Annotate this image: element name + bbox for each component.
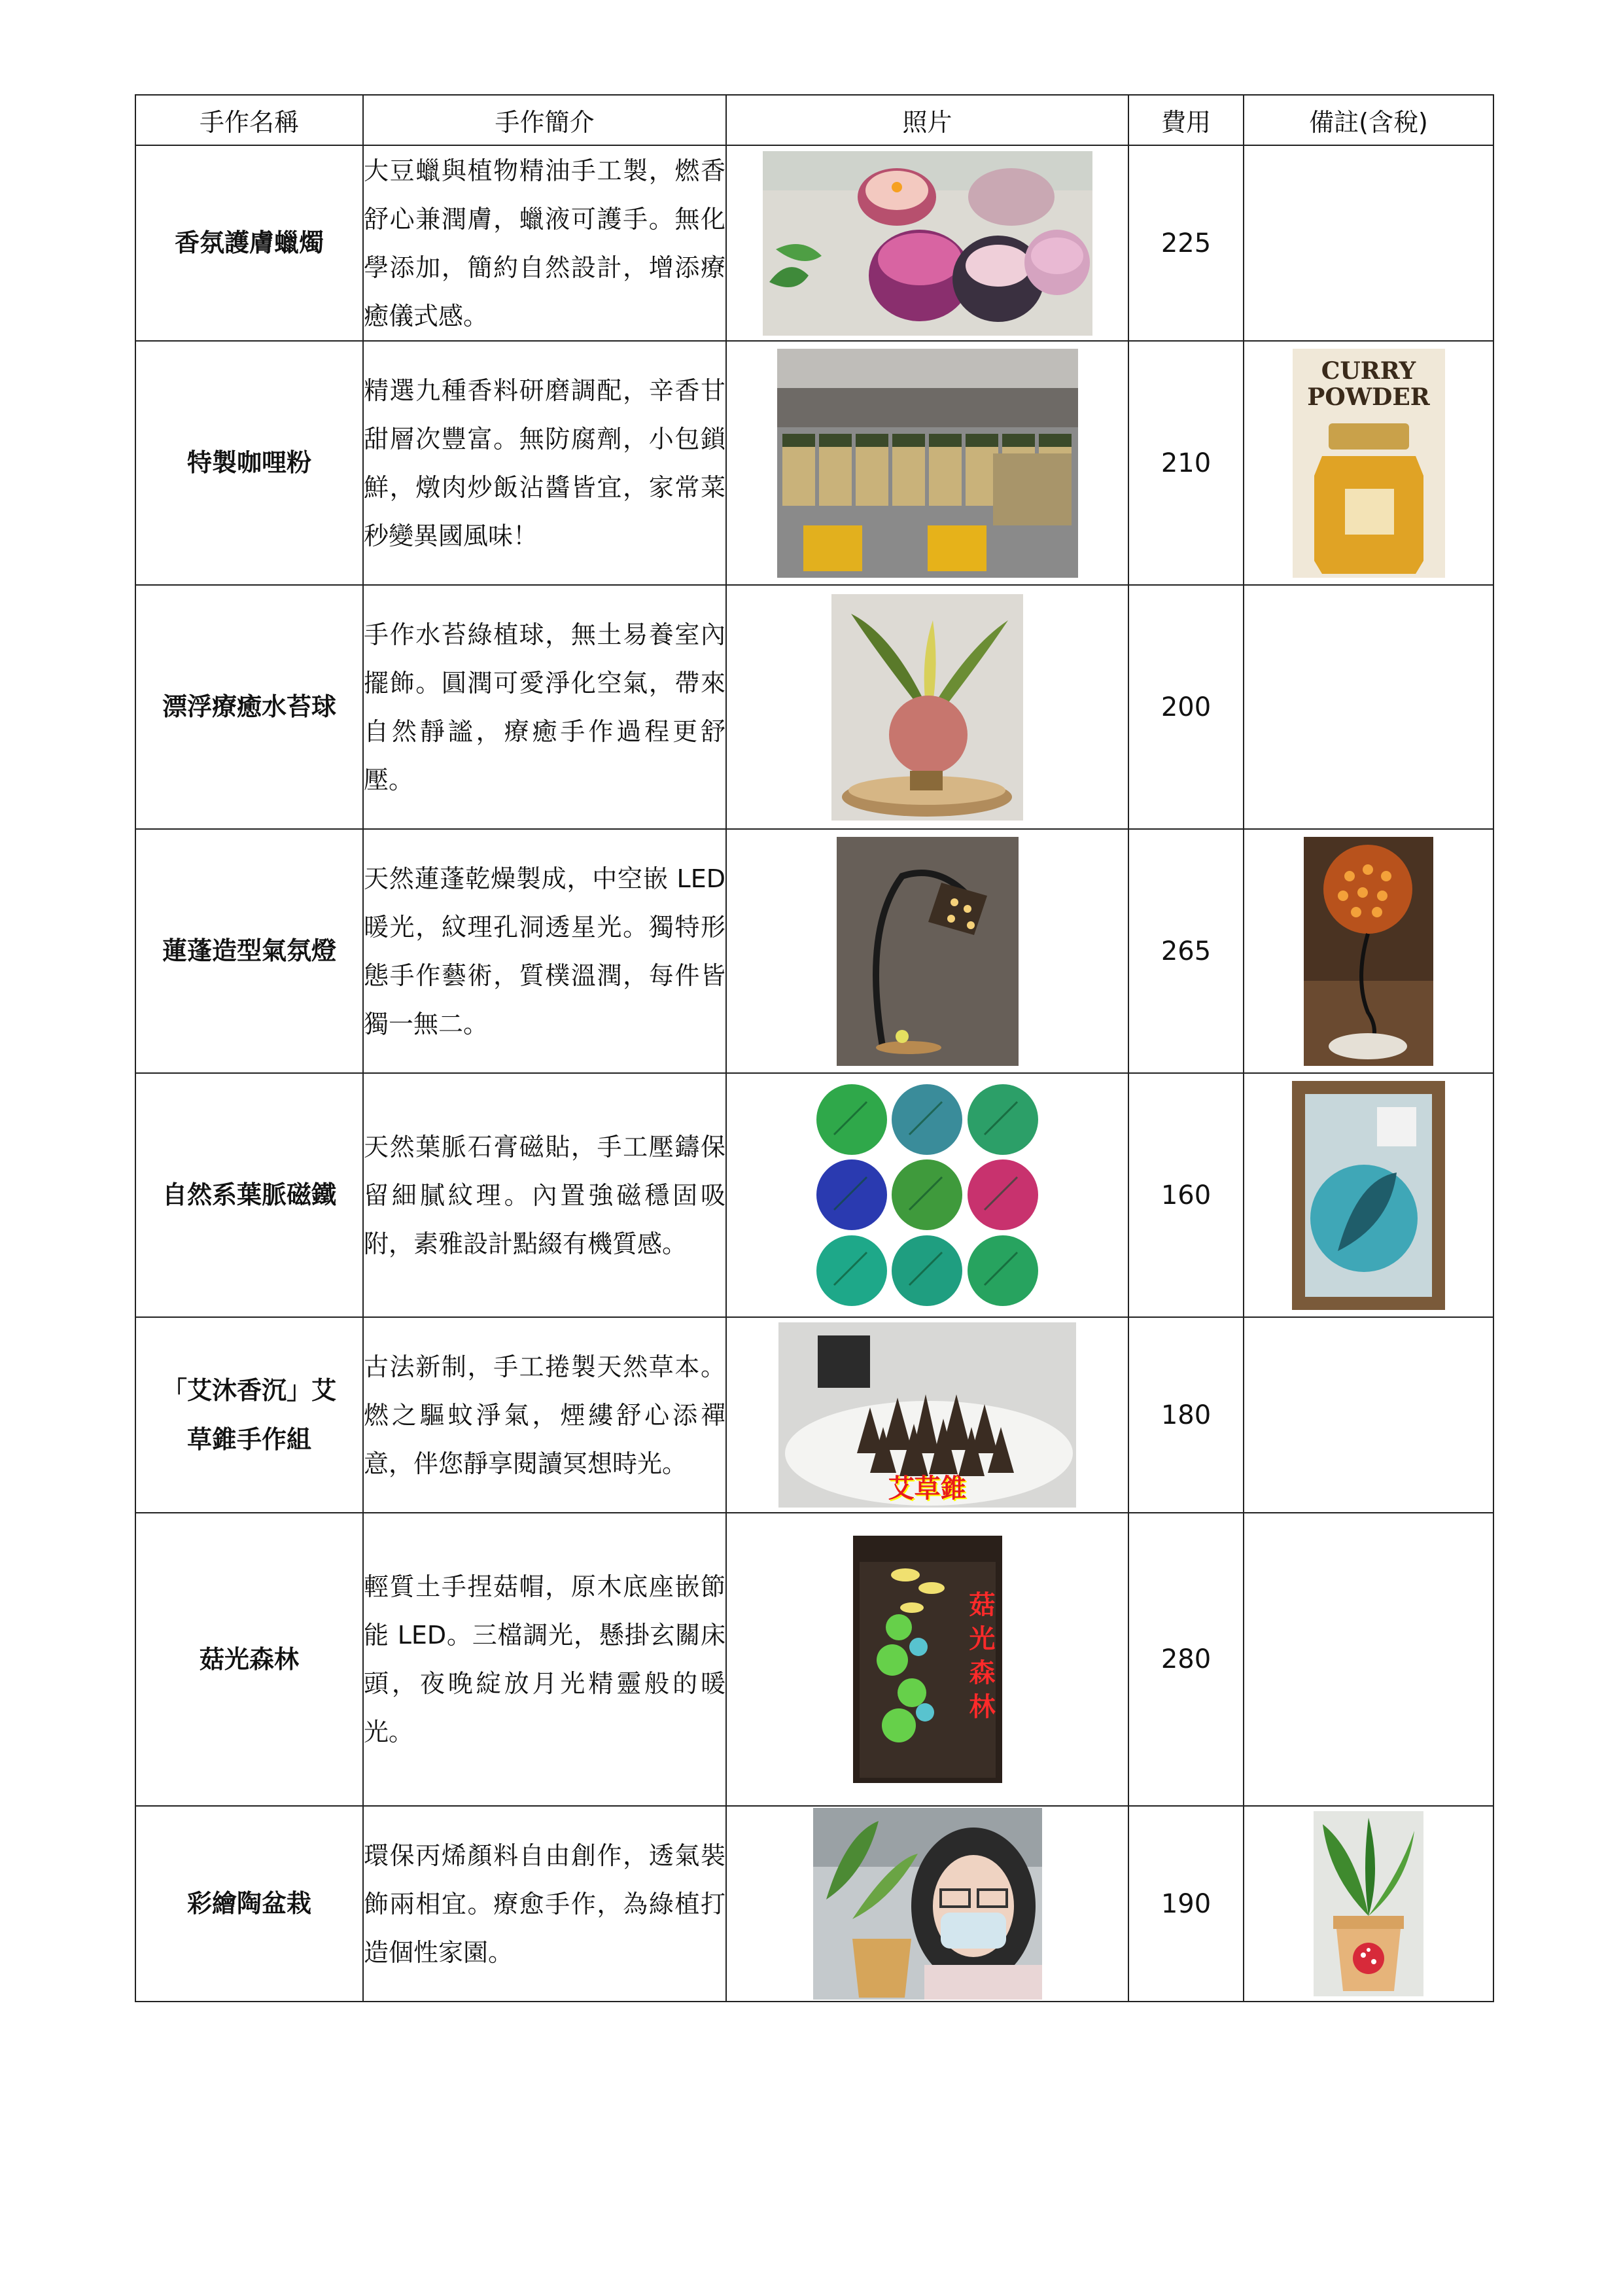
- product-desc: 輕質土手捏菇帽，原木底座嵌節能 LED。三檔調光，懸掛玄關床頭，夜晚綻放月光精靈般的暖光。: [363, 1513, 726, 1806]
- product-desc: 手作水苔綠植球，無土易養室內擺飾。圓潤可愛淨化空氣，帶來自然靜謐，療癒手作過程更舒壓。: [363, 585, 726, 829]
- photo-caption: 菇光森林: [969, 1590, 996, 1722]
- product-name: 自然系葉脈磁鐵: [135, 1073, 363, 1317]
- note-cell: [1244, 585, 1493, 829]
- note-cell: [1244, 1317, 1493, 1513]
- header-photo: 照片: [726, 95, 1128, 145]
- product-price: 265: [1128, 829, 1244, 1073]
- product-name: 蓮蓬造型氣氛燈: [135, 829, 363, 1073]
- product-name: 「艾沐香沉」艾 草錐手作組: [135, 1317, 363, 1513]
- table-row: [135, 585, 1493, 829]
- product-name: 香氛護膚蠟燭: [135, 145, 363, 341]
- photo-caption: 艾草錐: [888, 1474, 967, 1504]
- table-row: [135, 1806, 1493, 2002]
- note-cell: [1244, 1513, 1493, 1806]
- curry-photo: [777, 349, 1078, 578]
- header-price: 費用: [1128, 95, 1244, 145]
- table-row: [135, 829, 1493, 1073]
- leaf-magnet-package-photo: [1292, 1081, 1445, 1310]
- header-intro: 手作簡介: [363, 95, 726, 145]
- product-desc: 天然葉脈石膏磁貼，手工壓鑄保留細膩紋理。內置強磁穩固吸附，素雅設計點綴有機質感。: [363, 1073, 726, 1317]
- product-name: 漂浮療癒水苔球: [135, 585, 363, 829]
- header-name: 手作名稱: [135, 95, 363, 145]
- product-price: 225: [1128, 145, 1244, 341]
- note-cell: [1244, 145, 1493, 341]
- candle-photo: [763, 151, 1092, 336]
- table-row: [135, 1317, 1493, 1513]
- painted-pot-person-photo: [813, 1808, 1042, 2000]
- painted-pot-photo: [1314, 1811, 1423, 1996]
- table-row: [135, 1513, 1493, 1806]
- product-table: [135, 94, 1494, 2002]
- lotus-lamp-lit-photo: [1304, 837, 1433, 1066]
- product-desc: 古法新制，手工捲製天然草本。燃之驅蚊淨氣，煙縷舒心添禪意，伴您靜享閱讀冥想時光。: [363, 1317, 726, 1513]
- jar-label: CURRY POWDER: [1307, 357, 1430, 411]
- mugwort-cone-photo: [778, 1322, 1076, 1508]
- table-row: [135, 1073, 1493, 1317]
- table-row: [135, 145, 1493, 341]
- product-name: 彩繪陶盆栽: [135, 1806, 363, 2002]
- header-note: 備註(含稅): [1244, 95, 1493, 145]
- product-desc: 精選九種香料研磨調配，辛香甘甜層次豐富。無防腐劑，小包鎖鮮，燉肉炒飯沾醬皆宜，家常菜秒變異國風味！: [363, 341, 726, 585]
- product-price: 200: [1128, 585, 1244, 829]
- lotus-lamp-photo: [837, 837, 1019, 1066]
- product-price: 180: [1128, 1317, 1244, 1513]
- product-desc: 天然蓮蓬乾燥製成，中空嵌 LED 暖光，紋理孔洞透星光。獨特形態手作藝術，質樸溫潤，每件皆獨一無二。: [363, 829, 726, 1073]
- product-name: 菇光森林: [135, 1513, 363, 1806]
- product-price: 160: [1128, 1073, 1244, 1317]
- product-desc: 大豆蠟與植物精油手工製，燃香舒心兼潤膚，蠟液可護手。無化學添加，簡約自然設計，增添療癒儀式感。: [363, 145, 726, 341]
- moss-ball-photo: [831, 594, 1023, 821]
- product-name: 特製咖哩粉: [135, 341, 363, 585]
- product-price: 210: [1128, 341, 1244, 585]
- header-row: [135, 95, 1493, 145]
- product-price: 190: [1128, 1806, 1244, 2002]
- leaf-magnets-photo: [814, 1082, 1040, 1308]
- curry-powder-jar-photo: [1293, 349, 1445, 578]
- table-row: [135, 341, 1493, 585]
- product-price: 280: [1128, 1513, 1244, 1806]
- product-desc: 環保丙烯顏料自由創作，透氣裝飾兩相宜。療愈手作，為綠植打造個性家園。: [363, 1806, 726, 2002]
- mushroom-forest-photo: [853, 1536, 1002, 1783]
